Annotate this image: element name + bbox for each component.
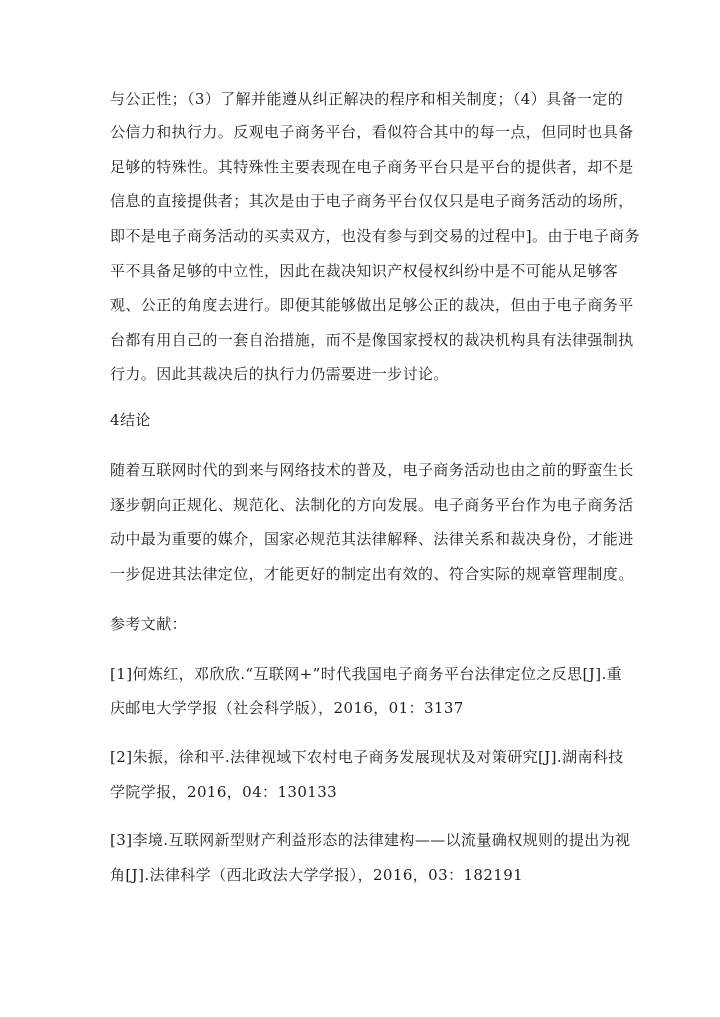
reference-entry-2-line-2: 学院学报，2016，04：130133 bbox=[110, 783, 338, 801]
reference-entry-2-line-1: [2]朱振，徐和平.法律视域下农村电子商务发展现状及对策研究[J].湖南科技 bbox=[110, 748, 624, 766]
body-line: 观、公正的角度去进行。即便其能够做出足够公正的裁决，但由于电子商务平 bbox=[110, 296, 634, 314]
section-heading: 4结论 bbox=[110, 411, 151, 429]
reference-entry-3-line-2: 角[J].法律科学（西北政法大学学报），2016，03：182191 bbox=[110, 866, 524, 884]
body-line: 足够的特殊性。其特殊性主要表现在电子商务平台只是平台的提供者，却不是 bbox=[110, 158, 634, 176]
conclusion-line: 一步促进其法律定位，才能更好的制定出有效的、符合实际的规章管理制度。 bbox=[110, 565, 634, 583]
conclusion-line: 随着互联网时代的到来与网络技术的普及，电子商务活动也由之前的野蛮生长 bbox=[110, 461, 634, 479]
body-line: 信息的直接提供者；其次是由于电子商务平台仅仅只是电子商务活动的场所， bbox=[110, 192, 634, 210]
body-line: 台都有用自己的一套自治措施，而不是像国家授权的裁决机构具有法律强制执 bbox=[110, 331, 634, 349]
body-line: 公信力和执行力。反观电子商务平台，看似符合其中的每一点，但同时也具备 bbox=[110, 123, 634, 141]
body-line: 平不具备足够的中立性，因此在裁决知识产权侵权纠纷中是不可能从足够客 bbox=[110, 262, 619, 280]
reference-entry-3-line-1: [3]李境.互联网新型财产利益形态的法律建构——以流量确权规则的提出为视 bbox=[110, 831, 631, 849]
references-heading: 参考文献： bbox=[110, 615, 188, 633]
reference-entry-1-line-2: 庆邮电大学学报（社会科学版），2016，01：3137 bbox=[110, 699, 464, 717]
body-line: 行力。因此其裁决后的执行力仍需要进一步讨论。 bbox=[110, 365, 449, 383]
conclusion-line: 逐步朝向正规化、规范化、法制化的方向发展。电子商务平台作为电子商务活 bbox=[110, 496, 634, 514]
conclusion-line: 动中最为重要的媒介，国家必规范其法律解释、法律关系和裁决身份，才能进 bbox=[110, 530, 634, 548]
body-line: 与公正性；（3）了解并能遵从纠正解决的程序和相关制度；（4）具备一定的 bbox=[110, 90, 624, 108]
reference-entry-1-line-1: [1]何炼红，邓欣欣.“互联网+”时代我国电子商务平台法律定位之反思[J].重 bbox=[110, 665, 623, 683]
body-line: 即不是电子商务活动的买卖双方，也没有参与到交易的过程中]。由于电子商务 bbox=[110, 227, 640, 245]
